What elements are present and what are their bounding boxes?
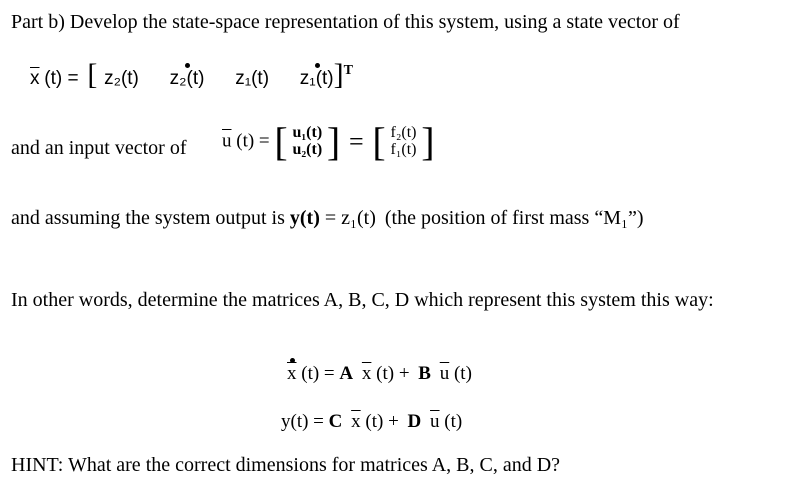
matrix-b: B [418, 363, 431, 384]
u2-entry: u₂(t) [292, 141, 323, 158]
state-vector-arg: (t) = [44, 68, 79, 89]
state-vector-equation: $\overline{x}$ (t) = [ z₂(t) z₂(t) z₁(t) z₁(t)]$^T$ [30, 58, 353, 91]
matrix-c: C [328, 411, 343, 432]
input-vector-arg: (t) = [236, 130, 270, 152]
x-dot-symbol: $\overline{x}$ [287, 363, 297, 384]
state-vector-symbol: $\overline{x}$ [30, 68, 40, 89]
state-element: z₂(t) [104, 68, 139, 89]
output-statement [11, 208, 643, 228]
input-vector-equation: $\overline{u}$ (t) = [ u₁(t) u₂(t) ] = [ f₂(t) f₁(t) ] [222, 119, 435, 164]
output-eq: = z₁(t) [324, 207, 376, 229]
equals-sign: = [349, 127, 364, 156]
output-equation: y(t) = C $\overline{x}$ (t) + D $\overline{u}$ (t) [281, 411, 463, 432]
u1-entry: u₁(t) [292, 124, 323, 142]
hint-text: HINT: What are the correct dimensions for matrices A, B, C, and D? [11, 454, 561, 476]
matrix-a: A [339, 363, 354, 384]
input-intro: and an input vector of [11, 137, 187, 159]
output-note: (the position of first mass “M₁”) [384, 207, 644, 229]
state-element: z₁(t) [235, 68, 270, 89]
state-equation: $\overline{x}$ (t) = A $\overline{x}$ (t) + B $\overline{u}$ (t) [287, 363, 472, 384]
output-y: y(t) [289, 207, 320, 229]
other-words-text: In other words, determine the matrices A, B, C, D which represent this system this way: [11, 289, 714, 311]
transpose-symbol: T [343, 63, 353, 78]
part-title: Part b) Develop the state-space representation of this system, using a state vector of [11, 11, 680, 33]
f1-entry: f₁(t) [390, 141, 417, 158]
output-prefix: and assuming the system output is [11, 207, 285, 229]
f2-entry: f₂(t) [390, 124, 417, 142]
state-element: z₂(t) [169, 68, 205, 89]
state-element: z₁(t) [299, 68, 334, 89]
input-vector-symbol: $\overline{u}$ [222, 130, 232, 152]
matrix-d: D [407, 411, 422, 432]
